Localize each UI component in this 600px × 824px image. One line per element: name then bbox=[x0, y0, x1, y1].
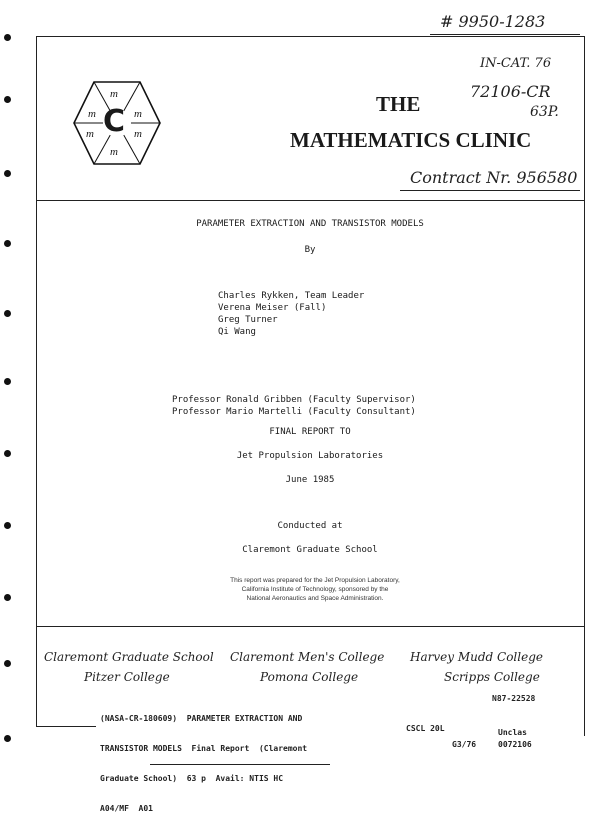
note-line: California Institute of Technology, sponsored by the bbox=[241, 586, 389, 593]
catalog-line: TRANSISTOR MODELS Final Report (Claremont bbox=[100, 744, 308, 753]
report-recipient: Jet Propulsion Laboratories bbox=[236, 451, 384, 461]
left-border bbox=[36, 36, 37, 726]
right-border bbox=[584, 36, 585, 736]
punch-hole bbox=[4, 522, 11, 529]
conducted-at: Conducted at bbox=[277, 521, 343, 531]
college-hmc: Harvey Mudd College bbox=[410, 650, 543, 664]
team-member: Verena Meiser (Fall) bbox=[218, 303, 327, 313]
note-line: National Aeronautics and Space Administration. bbox=[246, 595, 384, 602]
punch-hole bbox=[4, 735, 11, 742]
team-member: Qi Wang bbox=[218, 327, 256, 337]
doc-number-underline bbox=[430, 34, 580, 35]
logo-letter: m bbox=[110, 88, 118, 100]
catalog-block bbox=[100, 694, 307, 824]
bottom-left-border bbox=[36, 726, 96, 727]
college-pitzer: Pitzer College bbox=[84, 670, 170, 684]
catalog-cscl: CSCL 20L bbox=[406, 724, 445, 733]
logo-letter: m bbox=[110, 146, 118, 158]
contract-underline bbox=[400, 190, 580, 191]
catalog-g-code: G3/76 bbox=[452, 740, 477, 749]
college-scripps: Scripps College bbox=[444, 670, 540, 684]
punch-hole bbox=[4, 34, 11, 41]
handwritten-doc-number: # 9950-1283 bbox=[440, 12, 546, 31]
catalog-line: A04/MF A01 bbox=[100, 804, 153, 813]
college-cmc: Claremont Men's College bbox=[230, 650, 385, 664]
catalog-number: N87-22528 bbox=[492, 694, 536, 703]
handwritten-pages: 63P. bbox=[530, 104, 559, 120]
title-mathematics-clinic: MATHEMATICS CLINIC bbox=[290, 128, 532, 152]
logo-big-c: C bbox=[103, 104, 126, 139]
handwritten-contract: Contract Nr. 956580 bbox=[410, 168, 578, 187]
top-border bbox=[36, 36, 584, 37]
professor: Professor Mario Martelli (Faculty Consultant) bbox=[172, 407, 416, 417]
punch-hole bbox=[4, 310, 11, 317]
logo-letter: m bbox=[88, 108, 96, 120]
handwritten-category: IN-CAT. 76 bbox=[480, 56, 552, 71]
report-by: By bbox=[304, 245, 316, 255]
handwritten-id: 72106-CR bbox=[470, 82, 551, 101]
punch-hole bbox=[4, 594, 11, 601]
professor: Professor Ronald Gribben (Faculty Supervisor) bbox=[172, 395, 416, 405]
header-divider bbox=[36, 200, 584, 201]
catalog-line: (NASA-CR-180609) PARAMETER EXTRACTION AND bbox=[100, 714, 303, 723]
catalog-code: 0072106 bbox=[498, 740, 532, 749]
footer-divider bbox=[36, 626, 584, 627]
clinic-logo bbox=[72, 78, 162, 168]
college-cgs: Claremont Graduate School bbox=[44, 650, 214, 664]
logo-letter: m bbox=[86, 128, 94, 140]
logo-letter: m bbox=[134, 128, 142, 140]
sponsor-note bbox=[160, 576, 470, 603]
catalog-line: Graduate School) 63 p Avail: NTIS HC bbox=[100, 774, 284, 783]
report-title: PARAMETER EXTRACTION AND TRANSISTOR MODELS bbox=[196, 219, 424, 229]
punch-hole bbox=[4, 96, 11, 103]
punch-hole bbox=[4, 450, 11, 457]
professor-list bbox=[172, 394, 416, 418]
logo-letter: m bbox=[134, 108, 142, 120]
punch-hole bbox=[4, 170, 11, 177]
team-member: Greg Turner bbox=[218, 315, 278, 325]
school-name: Claremont Graduate School bbox=[242, 545, 378, 555]
college-pomona: Pomona College bbox=[260, 670, 359, 684]
catalog-unclas: Unclas bbox=[498, 728, 527, 737]
team-member: Charles Rykken, Team Leader bbox=[218, 291, 365, 301]
punch-hole bbox=[4, 378, 11, 385]
report-date: June 1985 bbox=[285, 475, 335, 485]
team-list bbox=[218, 290, 364, 338]
punch-hole bbox=[4, 660, 11, 667]
title-the: THE bbox=[376, 92, 421, 116]
punch-hole bbox=[4, 240, 11, 247]
note-line: This report was prepared for the Jet Propulsion Laboratory, bbox=[230, 577, 400, 584]
final-report-to: FINAL REPORT TO bbox=[269, 427, 351, 437]
